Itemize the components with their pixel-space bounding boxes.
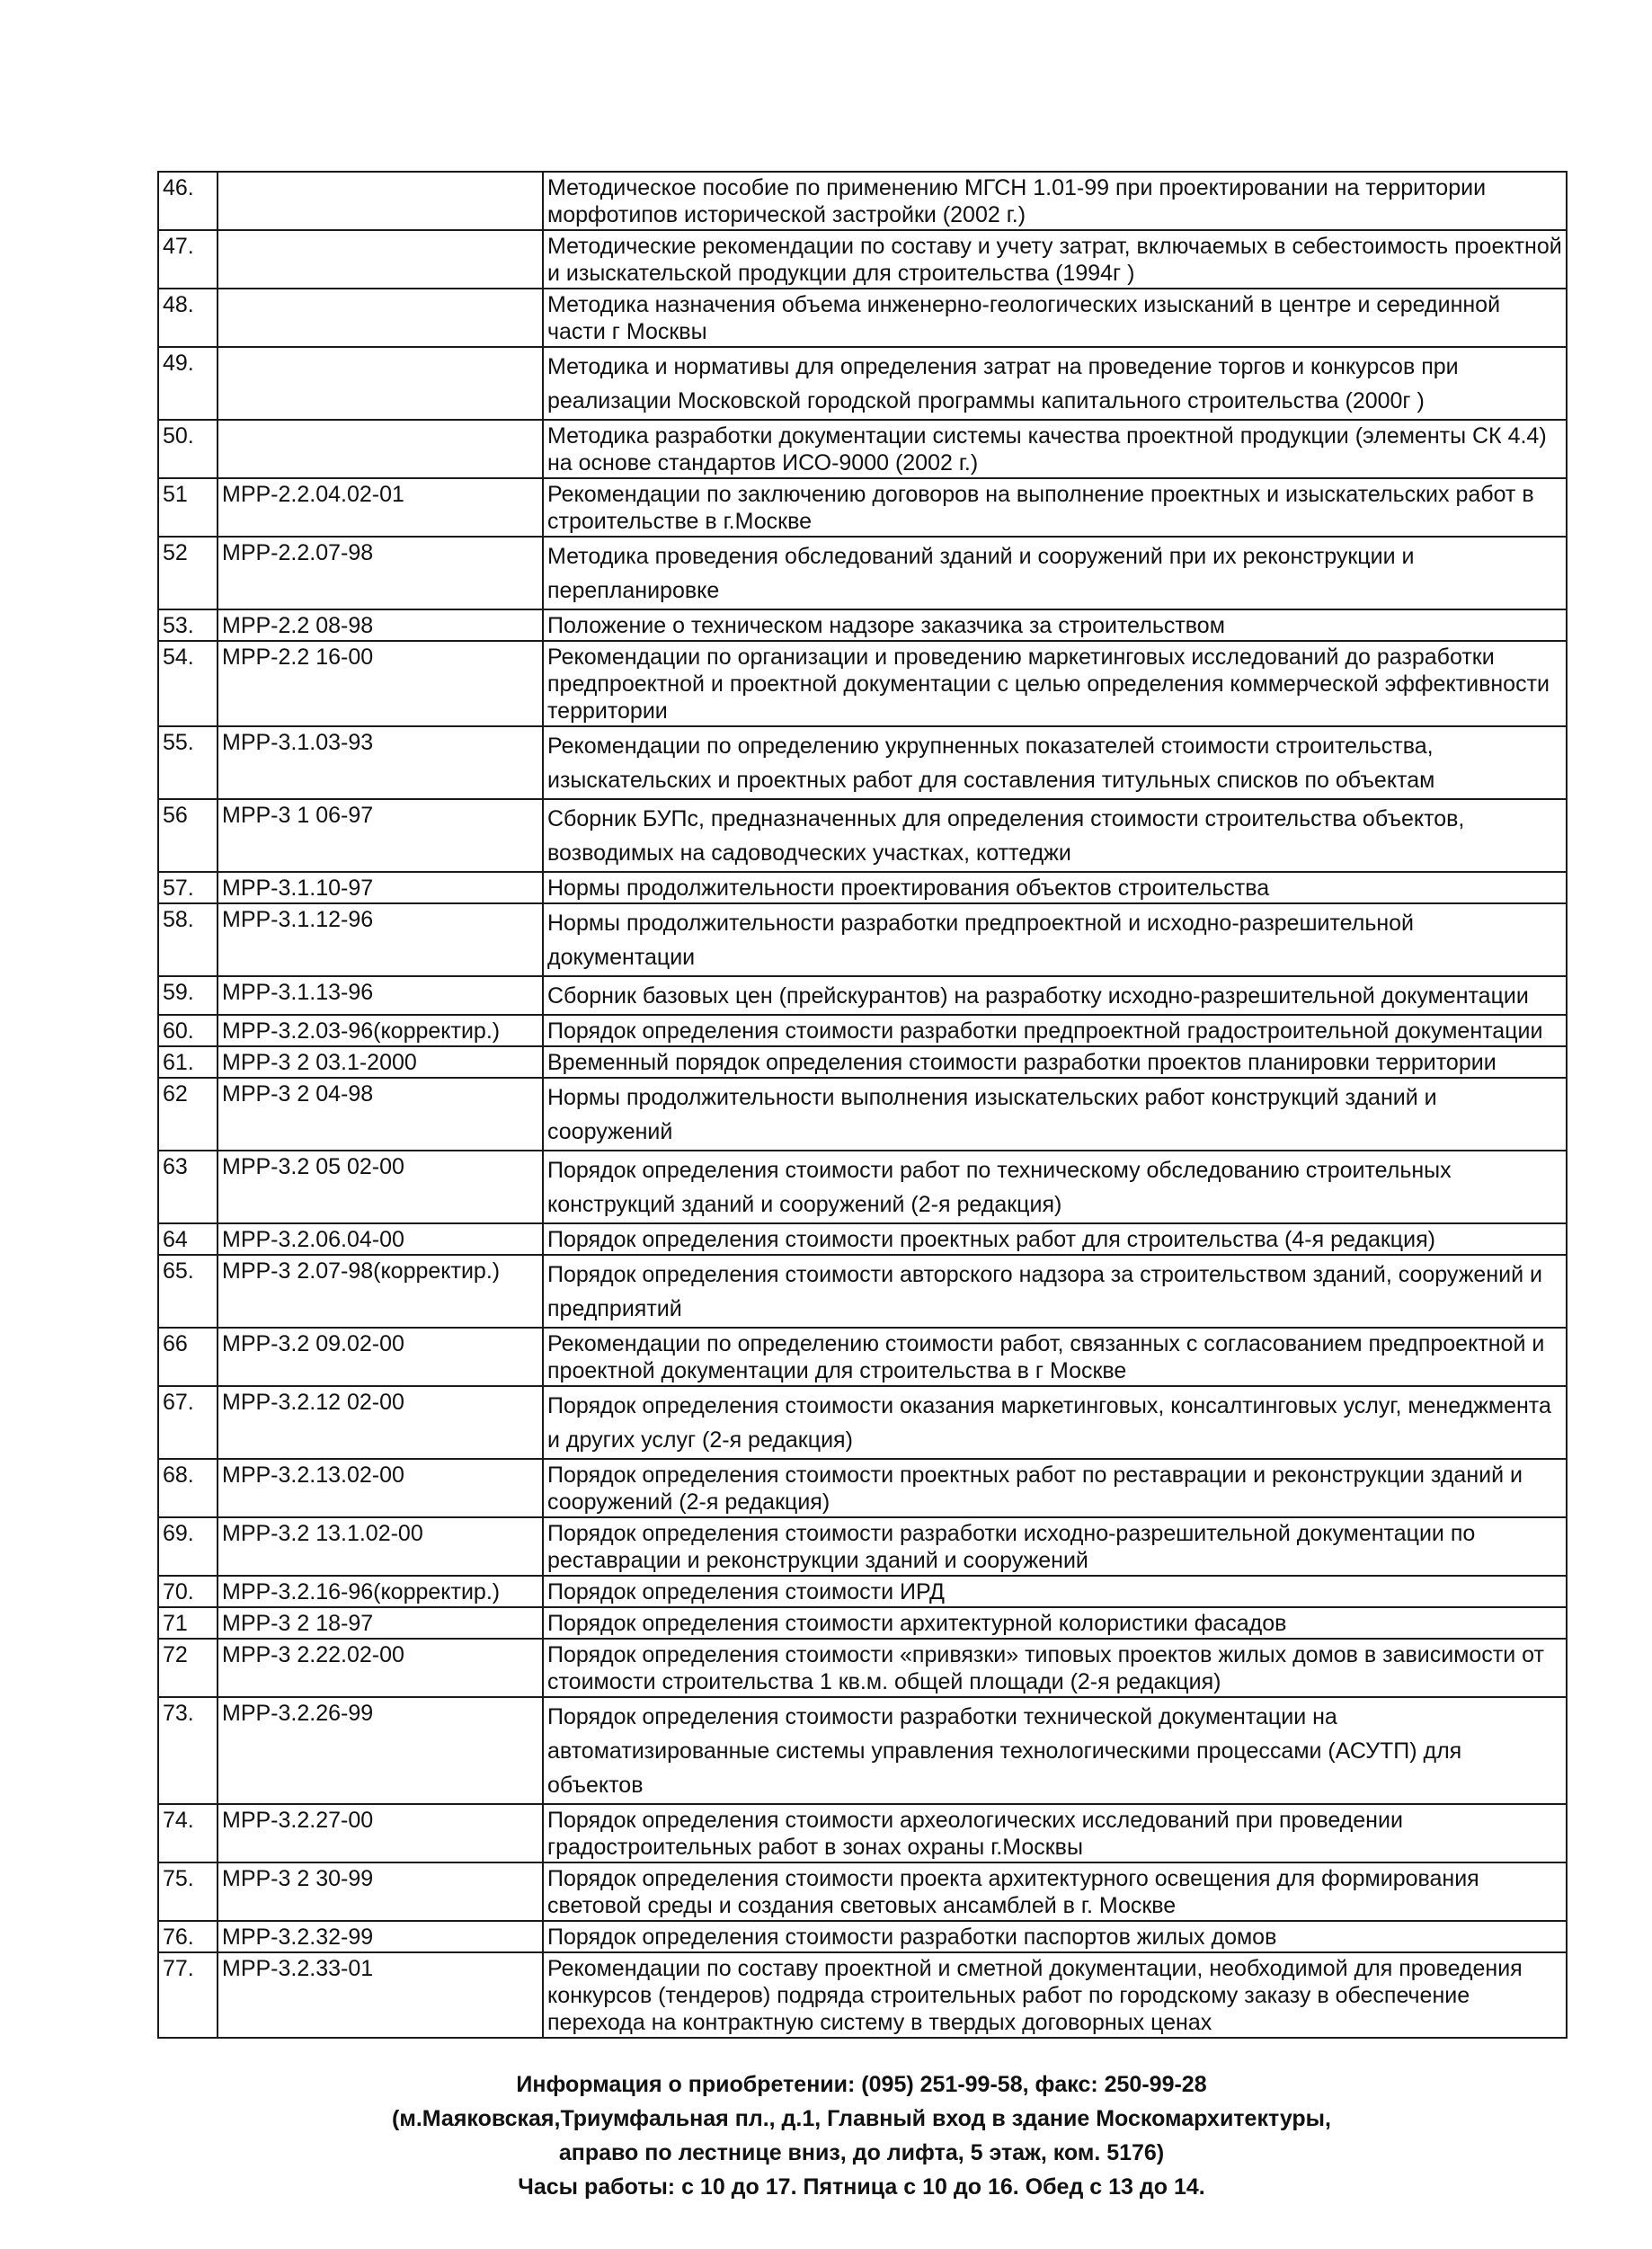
document-title: Порядок определения стоимости проекта архитектурного освещения для формирования световой среды и создания световых ансамблей в г. Москве: [543, 1862, 1567, 1921]
document-title: Порядок определения стоимости разработки исходно-разрешительной документации по реставрации и реконструкции зданий и сооружений: [543, 1517, 1567, 1576]
document-code: МРР-2.2 08-98: [218, 609, 543, 641]
row-number: 73.: [158, 1697, 218, 1804]
document-code: МРР-3 2.07-98(корректир.): [218, 1255, 543, 1328]
row-number: 72: [158, 1639, 218, 1697]
row-number: 71: [158, 1607, 218, 1639]
row-number: 51: [158, 478, 218, 537]
document-title: Порядок определения стоимости разработки технической документации на автоматизированные системы управления технологическими процессами (АСУТП) для объектов: [543, 1697, 1567, 1804]
document-code: МРР-3.2.16-96(корректир.): [218, 1576, 543, 1607]
table-row: [158, 609, 1567, 641]
table-row: [158, 347, 1567, 420]
row-number: 57.: [158, 872, 218, 903]
table-row: [158, 1328, 1567, 1386]
document-list-table: [157, 171, 1568, 2039]
row-number: 49.: [158, 347, 218, 420]
table-row: [158, 1639, 1567, 1697]
table-row: [158, 478, 1567, 537]
document-code: МРР-3.1.10-97: [218, 872, 543, 903]
row-number: 47.: [158, 230, 218, 289]
document-title: Порядок определения стоимости работ по техническому обследованию строительных конструкций зданий и сооружений (2-я редакция): [543, 1151, 1567, 1223]
document-title: Порядок определения стоимости археологических исследований при проведении градостроительных работ в зонах охраны г.Москвы: [543, 1804, 1567, 1862]
row-number: 69.: [158, 1517, 218, 1576]
document-code: МРР-3.2.06.04-00: [218, 1223, 543, 1255]
row-number: 67.: [158, 1386, 218, 1459]
document-title: Порядок определения стоимости оказания маркетинговых, консалтинговых услуг, менеджмента и других услуг (2-я редакция): [543, 1386, 1567, 1459]
table-row: [158, 726, 1567, 799]
row-number: 64: [158, 1223, 218, 1255]
document-code: МРР-3 2 04-98: [218, 1078, 543, 1151]
document-code: МРР-3 2 03.1-2000: [218, 1046, 543, 1078]
table-row: [158, 172, 1567, 230]
document-code: МРР-3.1.12-96: [218, 903, 543, 976]
row-number: 48.: [158, 289, 218, 347]
row-number: 76.: [158, 1921, 218, 1952]
document-title: Порядок определения стоимости разработки паспортов жилых домов: [543, 1921, 1567, 1952]
document-title: Сборник базовых цен (прейскурантов) на разработку исходно-разрешительной документации: [543, 976, 1567, 1015]
table-row: [158, 1576, 1567, 1607]
document-title: Порядок определения стоимости разработки предпроектной градостроительной документации: [543, 1015, 1567, 1046]
document-code: МРР-3.2.12 02-00: [218, 1386, 543, 1459]
row-number: 62: [158, 1078, 218, 1151]
document-code: МРР-3.2.13.02-00: [218, 1459, 543, 1517]
table-row: [158, 903, 1567, 976]
table-row: [158, 1697, 1567, 1804]
table-row: [158, 230, 1567, 289]
document-title: Порядок определения стоимости ИРД: [543, 1576, 1567, 1607]
document-code: МРР-2.2 16-00: [218, 641, 543, 726]
table-row: [158, 420, 1567, 478]
document-code: МРР-2.2.04.02-01: [218, 478, 543, 537]
document-title: Рекомендации по составу проектной и сметной документации, необходимой для проведения конкурсов (тендеров) подряда строительных работ по городскому заказу в обеспечение перехода на контрактную систему в твердых договорных ценах: [543, 1952, 1567, 2038]
document-title: Методика проведения обследований зданий и сооружений при их реконструкции и перепланировке: [543, 537, 1567, 609]
row-number: 59.: [158, 976, 218, 1015]
document-code: [218, 172, 543, 230]
table-row: [158, 872, 1567, 903]
document-code: [218, 347, 543, 420]
row-number: 58.: [158, 903, 218, 976]
document-code: МРР-3.2 13.1.02-00: [218, 1517, 543, 1576]
row-number: 55.: [158, 726, 218, 799]
row-number: 46.: [158, 172, 218, 230]
purchase-info-footer: [157, 2067, 1566, 2204]
document-code: МРР-3.2 09.02-00: [218, 1328, 543, 1386]
footer-address-line: (м.Маяковская,Триумфальная пл., д.1, Главный вход в здание Москомархитектуры,: [392, 2106, 1331, 2131]
document-title: Рекомендации по определению стоимости работ, связанных с согласованием предпроектной и проектной документации для строительства в г Москве: [543, 1328, 1567, 1386]
document-title: Сборник БУПс, предназначенных для определения стоимости строительства объектов, возводимых на садоводческих участках, коттеджи: [543, 799, 1567, 872]
document-code: МРР-3.2.27-00: [218, 1804, 543, 1862]
table-row: [158, 1223, 1567, 1255]
document-code: МРР-3.1.13-96: [218, 976, 543, 1015]
table-row: [158, 1921, 1567, 1952]
row-number: 56: [158, 799, 218, 872]
table-row: [158, 1459, 1567, 1517]
document-code: МРР-3.2 05 02-00: [218, 1151, 543, 1223]
table-row: [158, 1151, 1567, 1223]
table-row: [158, 976, 1567, 1015]
footer-phone-line: Информация о приобретении: (095) 251-99-58, факс: 250-99-28: [516, 2072, 1207, 2097]
document-code: МРР-3.2.32-99: [218, 1921, 543, 1952]
table-row: [158, 1952, 1567, 2038]
row-number: 77.: [158, 1952, 218, 2038]
document-title: Порядок определения стоимости «привязки» типовых проектов жилых домов в зависимости от стоимости строительства 1 кв.м. общей площади (2-я редакция): [543, 1639, 1567, 1697]
document-title: Положение о техническом надзоре заказчика за строительством: [543, 609, 1567, 641]
document-title: Нормы продолжительности разработки предпроектной и исходно-разрешительной документации: [543, 903, 1567, 976]
row-number: 66: [158, 1328, 218, 1386]
document-code: МРР-3.2.33-01: [218, 1952, 543, 2038]
footer-directions-line: аправо по лестнице вниз, до лифта, 5 этаж, ком. 5176): [558, 2140, 1165, 2165]
table-row: [158, 1517, 1567, 1576]
row-number: 53.: [158, 609, 218, 641]
table-row: [158, 1255, 1567, 1328]
document-code: МРР-2.2.07-98: [218, 537, 543, 609]
document-title: Методическое пособие по применению МГСН 1.01-99 при проектировании на территории морфотипов исторической застройки (2002 г.): [543, 172, 1567, 230]
document-title: Рекомендации по заключению договоров на выполнение проектных и изыскательских работ в строительстве в г.Москве: [543, 478, 1567, 537]
row-number: 74.: [158, 1804, 218, 1862]
table-row: [158, 1862, 1567, 1921]
table-row: [158, 799, 1567, 872]
document-title: Рекомендации по организации и проведению маркетинговых исследований до разработки предпроектной и проектной документации с целью определения коммерческой эффективности территории: [543, 641, 1567, 726]
row-number: 68.: [158, 1459, 218, 1517]
table-row: [158, 1078, 1567, 1151]
document-title: Методика разработки документации системы качества проектной продукции (элементы СК 4.4) на основе стандартов ИСО-9000 (2002 г.): [543, 420, 1567, 478]
row-number: 65.: [158, 1255, 218, 1328]
document-title: Порядок определения стоимости архитектурной колористики фасадов: [543, 1607, 1567, 1639]
document-title: Нормы продолжительности выполнения изыскательских работ конструкций зданий и сооружений: [543, 1078, 1567, 1151]
document-code: [218, 420, 543, 478]
row-number: 50.: [158, 420, 218, 478]
table-row: [158, 537, 1567, 609]
document-code: [218, 230, 543, 289]
document-code: МРР-3.2.03-96(корректир.): [218, 1015, 543, 1046]
row-number: 63: [158, 1151, 218, 1223]
document-code: МРР-3 2 18-97: [218, 1607, 543, 1639]
document-title: Методика назначения объема инженерно-геологических изысканий в центре и серединной части г Москвы: [543, 289, 1567, 347]
table-row: [158, 1015, 1567, 1046]
document-title: Порядок определения стоимости авторского надзора за строительством зданий, сооружений и предприятий: [543, 1255, 1567, 1328]
row-number: 75.: [158, 1862, 218, 1921]
row-number: 70.: [158, 1576, 218, 1607]
document-code: МРР-3.2.26-99: [218, 1697, 543, 1804]
row-number: 60.: [158, 1015, 218, 1046]
table-row: [158, 1046, 1567, 1078]
document-code: МРР-3 2.22.02-00: [218, 1639, 543, 1697]
document-list-body: [158, 172, 1567, 2038]
document-title: Рекомендации по определению укрупненных показателей стоимости строительства, изыскательских и проектных работ для составления титульных списков по объектам: [543, 726, 1567, 799]
document-title: Нормы продолжительности проектирования объектов строительства: [543, 872, 1567, 903]
document-title: Временный порядок определения стоимости разработки проектов планировки территории: [543, 1046, 1567, 1078]
document-title: Методика и нормативы для определения затрат на проведение торгов и конкурсов при реализации Московской городской программы капитального строительства (2000г ): [543, 347, 1567, 420]
table-row: [158, 1607, 1567, 1639]
table-row: [158, 1386, 1567, 1459]
document-title: Порядок определения стоимости проектных работ по реставрации и реконструкции зданий и сооружений (2-я редакция): [543, 1459, 1567, 1517]
document-title: Методические рекомендации по составу и учету затрат, включаемых в себестоимость проектной и изыскательской продукции для строительства (1994г ): [543, 230, 1567, 289]
row-number: 61.: [158, 1046, 218, 1078]
table-row: [158, 289, 1567, 347]
document-code: МРР-3.1.03-93: [218, 726, 543, 799]
table-row: [158, 641, 1567, 726]
document-title: Порядок определения стоимости проектных работ для строительства (4-я редакция): [543, 1223, 1567, 1255]
document-code: МРР-3 2 30-99: [218, 1862, 543, 1921]
footer-hours-line: Часы работы: с 10 до 17. Пятница с 10 до 16. Обед с 13 до 14.: [518, 2174, 1205, 2200]
row-number: 52: [158, 537, 218, 609]
row-number: 54.: [158, 641, 218, 726]
document-code: МРР-3 1 06-97: [218, 799, 543, 872]
table-row: [158, 1804, 1567, 1862]
document-code: [218, 289, 543, 347]
